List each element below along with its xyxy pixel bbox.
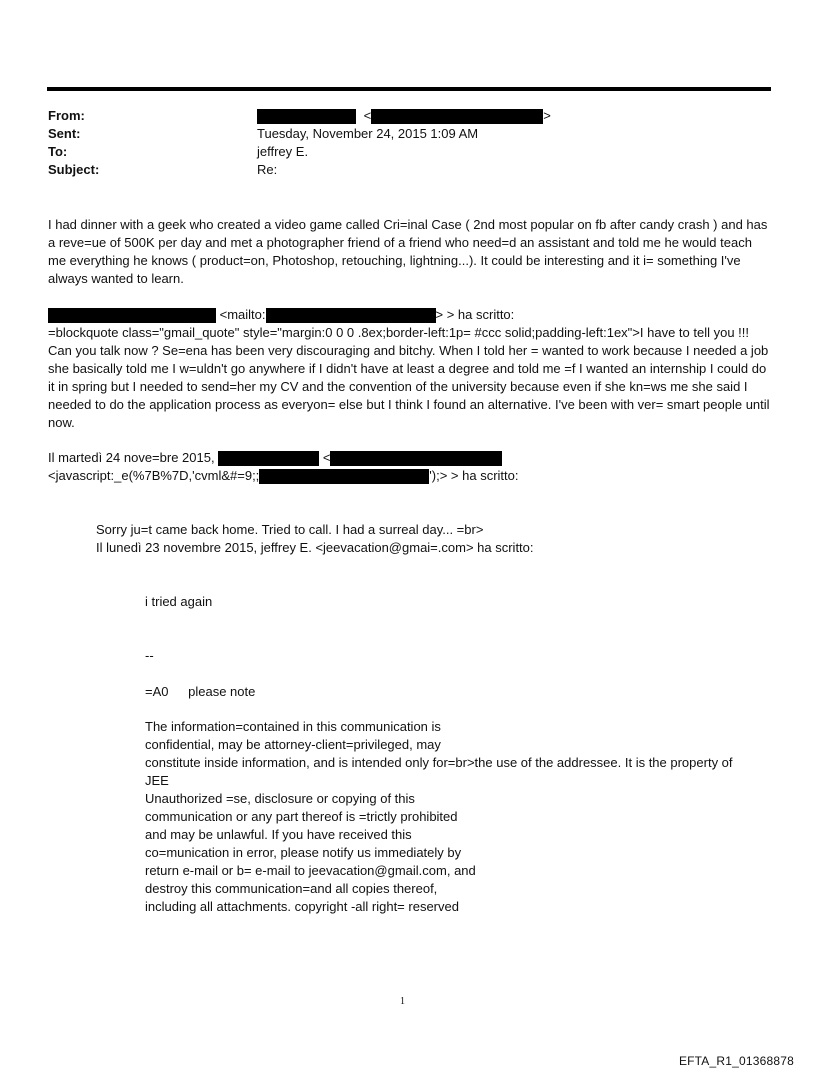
sent-label: Sent: <box>48 126 81 141</box>
disclaimer-line: confidential, may be attorney-client=privileged, may <box>145 737 441 752</box>
disclaimer-line: JEE <box>145 773 169 788</box>
tried-again-text: i tried again <box>145 594 213 609</box>
redaction-box <box>330 451 502 466</box>
page-number: 1 <box>400 996 405 1007</box>
disclaimer-line: co=munication in error, please notify us immediately by <box>145 845 462 860</box>
redaction-box <box>257 109 356 124</box>
disclaimer-line: constitute inside information, and is intended only for=br>the use of the addressee. It is the property of <box>145 755 733 770</box>
note-a0: =A0 <box>145 684 169 699</box>
quote2-prefix: Il martedì 24 nove=bre 2015, <box>48 450 215 465</box>
redaction-box <box>218 451 319 466</box>
to-value: jeffrey E. <box>257 144 309 159</box>
disclaimer-line: destroy this communication=and all copies thereof, <box>145 881 438 896</box>
redaction-box <box>371 109 543 124</box>
disclaimer-line: Unauthorized =se, disclosure or copying of this <box>145 791 415 806</box>
document-id: EFTA_R1_01368878 <box>678 1054 794 1068</box>
sent-value: Tuesday, November 24, 2015 1:09 AM <box>257 126 479 141</box>
javascript-link-text: <javascript:_e(%7B%7D,'cvml&#=9;; <box>48 468 260 483</box>
quote-header-2 <box>48 449 502 467</box>
from-bracket-close: > <box>543 108 551 123</box>
disclaimer-line: communication or any part thereof is =trictly prohibited <box>145 809 458 824</box>
from-bracket-open: < <box>363 108 372 123</box>
quote-header-2-cont <box>48 467 518 485</box>
subject-value: Re: <box>257 162 278 177</box>
from-value <box>257 107 551 125</box>
redaction-box <box>266 308 436 323</box>
please-note-line <box>145 683 255 701</box>
quote-header-1 <box>48 306 514 324</box>
redaction-box <box>48 308 216 323</box>
reply-line-2: Il lunedì 23 novembre 2015, jeffrey E. <jeevacation@gmai=.com> ha scritto: <box>96 540 534 555</box>
quote2-tail: ');> > ha scritto: <box>429 468 519 483</box>
header-rule <box>47 87 771 91</box>
disclaimer-line: and may be unlawful. If you have received this <box>145 827 412 842</box>
disclaimer-line: return e-mail or b= e-mail to jeevacation@gmail.com, and <box>145 863 476 878</box>
subject-label: Subject: <box>48 162 100 177</box>
body-paragraph: I had dinner with a geek who created a video game called Cri=inal Case ( 2nd most popular on fb after candy crash ) and has a reve=ue of 500K per day and met a photographer friend of a friend who need=d an assistant and told me he would teach me everything he knows ( product=on, Photoshop, retouching, lightning...). It could be interesting and it i= something I've always wanted to learn. <box>48 217 768 286</box>
signature-dashes: -- <box>145 648 154 663</box>
to-label: To: <box>48 144 68 159</box>
disclaimer-line: The information=contained in this communication is <box>145 719 441 734</box>
redaction-box <box>259 469 429 484</box>
disclaimer-line: including all attachments. copyright -all right= reserved <box>145 899 459 914</box>
quote1-tail: > > ha scritto: <box>435 307 515 322</box>
from-label: From: <box>48 108 85 123</box>
quoted-message: =blockquote class="gmail_quote" style="margin:0 0 0 .8ex;border-left:1p= #ccc solid;padding-left:1ex">I have to tell you !!! Can you talk now ? Se=ena has been very discouraging and bitchy. When I told her = wanted to work because I needed a job she basically told me I w=uldn't go anywhere if I didn't have at least a degree and told me =f I wanted an internship I could do it in spring but I needed to send=her my CV and the convention of the university because even if she kn=ws me she said I needed to do the application process as everyon= else but I think I found an alternative. I've been with ver= smart people until now. <box>48 325 770 430</box>
reply-line-1: Sorry ju=t came back home. Tried to call. I had a surreal day... =br> <box>96 522 484 537</box>
quote2-bracket: < <box>322 450 331 465</box>
please-note-label: please note <box>188 684 256 699</box>
mailto-text: <mailto: <box>219 307 266 322</box>
